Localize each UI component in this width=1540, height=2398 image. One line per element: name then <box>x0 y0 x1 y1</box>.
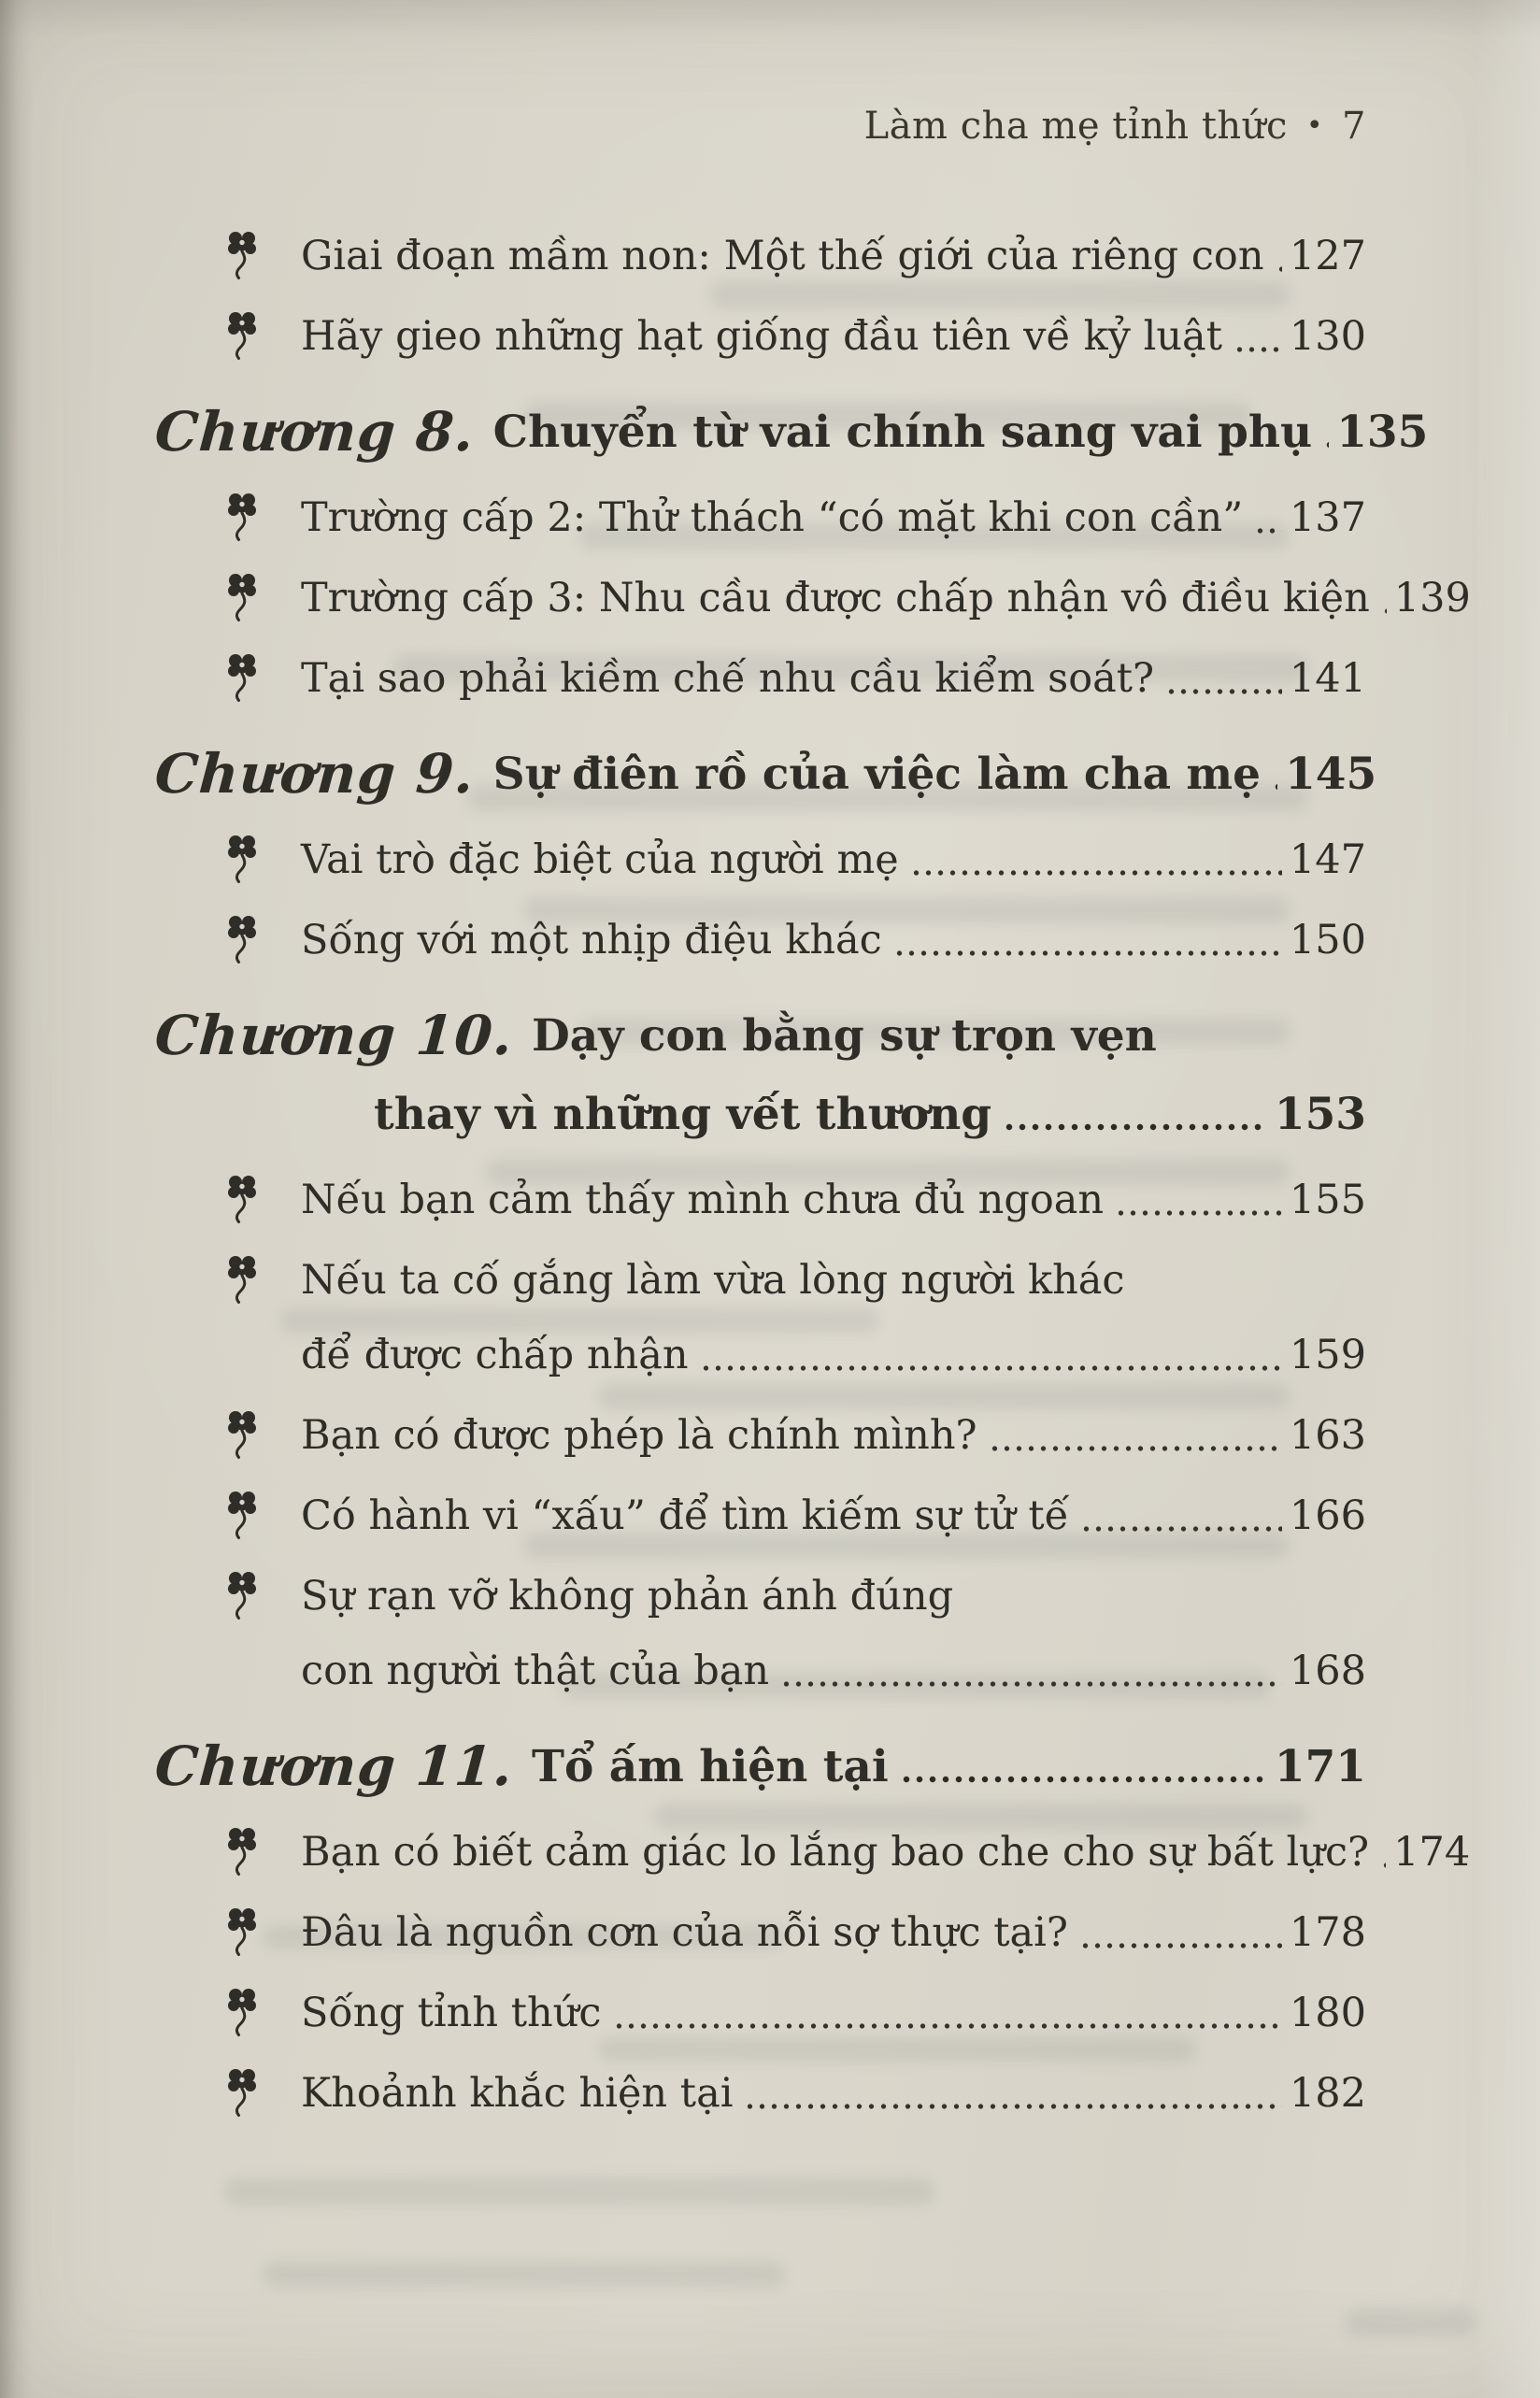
toc-page-number: 137 <box>1289 494 1366 541</box>
toc-entry-text: Nếu ta cố gắng làm vừa lòng người khác <box>301 1257 1125 1304</box>
bleed-through-smudge <box>1346 2308 1476 2336</box>
running-title: Làm cha mẹ tỉnh thức <box>863 105 1288 148</box>
toc-entry-text: Trường cấp 3: Nhu cầu được chấp nhận vô điều kiện <box>301 575 1370 621</box>
toc-page-number: 150 <box>1289 917 1366 963</box>
dot-leader <box>893 949 1282 958</box>
clover-sprout-icon <box>226 1254 258 1310</box>
clover-sprout-icon <box>226 1174 258 1230</box>
toc-page-number: 155 <box>1289 1177 1366 1223</box>
dot-leader <box>1165 687 1282 696</box>
dot-leader <box>989 1444 1282 1453</box>
toc-chapter-heading <box>152 735 1377 813</box>
dot-leader <box>700 1363 1282 1373</box>
toc-chapter-heading <box>152 1727 1366 1806</box>
clover-sprout-icon <box>226 2067 258 2123</box>
page-edge-shadow-left <box>0 0 32 2398</box>
clover-sprout-icon <box>226 1987 258 2043</box>
dot-leader <box>1323 439 1329 450</box>
toc-entry <box>301 1559 1366 1708</box>
dot-leader <box>1233 345 1282 354</box>
toc-item <box>168 219 1366 293</box>
toc-item <box>168 2056 1366 2131</box>
toc-entry-text: Khoảnh khắc hiện tại <box>301 2070 734 2117</box>
toc-page-number: 159 <box>1289 1332 1366 1378</box>
dot-leader <box>1276 264 1282 274</box>
chapter-title: Dạy con bằng sự trọn vẹn <box>532 1009 1157 1062</box>
chapter-title: thay vì những vết thương <box>374 1088 992 1140</box>
toc-entry-text: để được chấp nhận <box>301 1332 689 1378</box>
toc-page-number: 163 <box>1289 1412 1366 1459</box>
dot-leader <box>1079 1941 1282 1950</box>
bleed-through-smudge <box>224 2177 934 2205</box>
toc-entry <box>301 641 1366 716</box>
toc-entry-text: Trường cấp 2: Thử thách “có mặt khi con cần” <box>301 494 1244 541</box>
toc-entry-text: Tại sao phải kiềm chế nhu cầu kiểm soát? <box>301 655 1155 702</box>
toc-item <box>168 641 1366 716</box>
dot-leader <box>1272 781 1277 792</box>
toc-entry <box>301 1815 1471 1890</box>
clover-sprout-icon <box>226 834 258 890</box>
toc-page-number: 153 <box>1274 1088 1366 1140</box>
toc-item <box>168 1163 1366 1237</box>
toc-entry-text: con người thật của bạn <box>301 1648 770 1694</box>
toc-page-number: 180 <box>1289 1990 1366 2036</box>
toc-entry <box>301 480 1366 555</box>
toc-entry <box>301 1398 1366 1473</box>
toc-entry-text: Sống với một nhịp điệu khác <box>301 917 882 963</box>
toc-item <box>168 1243 1366 1392</box>
toc-entry <box>301 822 1366 897</box>
clover-sprout-icon <box>226 310 258 366</box>
toc-page-number: 141 <box>1289 655 1366 702</box>
page-edge-highlight-right <box>1475 0 1540 2398</box>
toc-page-number: 182 <box>1289 2070 1366 2117</box>
dot-leader <box>780 1679 1282 1689</box>
running-header <box>168 105 1366 153</box>
header-page-number: 7 <box>1342 105 1366 148</box>
toc-page-number: 130 <box>1289 313 1366 360</box>
dot-leader <box>1381 607 1387 616</box>
toc-item <box>168 1478 1366 1553</box>
chapter-title: Tổ ấm hiện tại <box>532 1740 889 1792</box>
toc-entry-text: Bạn có được phép là chính mình? <box>301 1412 977 1459</box>
dot-leader <box>1254 526 1282 535</box>
clover-sprout-icon <box>226 1906 258 1963</box>
toc-entry <box>301 2056 1366 2131</box>
toc-item <box>168 822 1366 897</box>
page-content <box>152 105 1471 2136</box>
toc-page-number: 166 <box>1289 1492 1366 1539</box>
chapter-title: Sự điên rồ của việc làm cha mẹ <box>492 748 1262 800</box>
toc-entry-text: Vai trò đặc biệt của người mẹ <box>301 836 899 883</box>
chapter-title: Chuyển từ vai chính sang vai phụ <box>492 406 1313 458</box>
dot-leader <box>900 1774 1267 1785</box>
toc-entry <box>301 1243 1366 1392</box>
dot-leader <box>910 868 1282 878</box>
toc-entry-text: Giai đoạn mầm non: Một thế giới của riêng con <box>301 233 1264 279</box>
toc-item <box>168 903 1366 978</box>
toc-page-number: 135 <box>1336 406 1429 458</box>
toc-entry <box>301 1895 1366 1970</box>
toc-entry-text: Hãy gieo những hạt giống đầu tiên về kỷ luật <box>301 313 1222 360</box>
clover-sprout-icon <box>226 914 258 970</box>
chapter-label: Chương 11. <box>152 1734 516 1798</box>
toc-page-number: 127 <box>1289 233 1366 279</box>
toc-page-number: 145 <box>1285 748 1377 800</box>
clover-sprout-icon <box>226 1570 258 1626</box>
page-edge-shadow-top <box>0 0 1540 37</box>
dot-leader <box>744 2102 1281 2111</box>
toc-item <box>168 561 1471 635</box>
toc-item <box>168 480 1366 555</box>
toc-page-number: 171 <box>1274 1740 1366 1792</box>
toc-entry <box>301 219 1366 293</box>
clover-sprout-icon <box>226 572 258 628</box>
toc-page-number: 178 <box>1289 1909 1366 1956</box>
toc-entry-text: Bạn có biết cảm giác lo lắng bao che cho sự bất lực? <box>301 1829 1370 1876</box>
dot-leader <box>613 2021 1282 2031</box>
chapter-label: Chương 9. <box>152 742 478 806</box>
toc-chapter-heading <box>152 996 1366 1153</box>
toc-entry <box>301 1163 1366 1237</box>
clover-sprout-icon <box>226 1490 258 1546</box>
toc-item <box>168 1398 1366 1473</box>
toc-page-number: 168 <box>1289 1648 1366 1694</box>
toc-item <box>168 1976 1366 2050</box>
chapter-label: Chương 10. <box>152 1004 516 1067</box>
clover-sprout-icon <box>226 1826 258 1882</box>
toc-entry-text: Sống tỉnh thức <box>301 1990 602 2036</box>
toc-entry-text: Nếu bạn cảm thấy mình chưa đủ ngoan <box>301 1177 1105 1223</box>
toc-item <box>168 1815 1471 1890</box>
dot-leader <box>1003 1121 1267 1133</box>
toc-item <box>168 1895 1366 1970</box>
dot-leader <box>1115 1208 1282 1218</box>
toc-page-number: 174 <box>1393 1829 1471 1876</box>
toc-page-number: 139 <box>1393 575 1471 621</box>
toc-chapter-heading <box>152 393 1429 471</box>
toc-entry-text: Đâu là nguồn cơn của nỗi sợ thực tại? <box>301 1909 1068 1956</box>
dot-leader <box>1080 1524 1282 1534</box>
clover-sprout-icon <box>226 1409 258 1465</box>
header-separator-dot: • <box>1305 109 1324 142</box>
toc-entry <box>301 561 1471 635</box>
toc-entry-text: Sự rạn vỡ không phản ánh đúng <box>301 1573 954 1620</box>
chapter-label: Chương 8. <box>152 400 478 464</box>
toc-page-number: 147 <box>1289 836 1366 883</box>
toc-entry <box>301 1976 1366 2050</box>
toc-item <box>168 1559 1366 1708</box>
bleed-through-smudge <box>262 2262 785 2288</box>
clover-sprout-icon <box>226 492 258 548</box>
toc-item <box>168 299 1366 374</box>
toc-entry <box>301 1478 1366 1553</box>
toc-entry <box>301 903 1366 978</box>
toc-entry <box>301 299 1366 374</box>
clover-sprout-icon <box>226 230 258 286</box>
toc-entry-text: Có hành vi “xấu” để tìm kiếm sự tử tế <box>301 1492 1070 1539</box>
dot-leader <box>1380 1861 1386 1870</box>
table-of-contents <box>152 219 1471 2131</box>
clover-sprout-icon <box>226 652 258 708</box>
